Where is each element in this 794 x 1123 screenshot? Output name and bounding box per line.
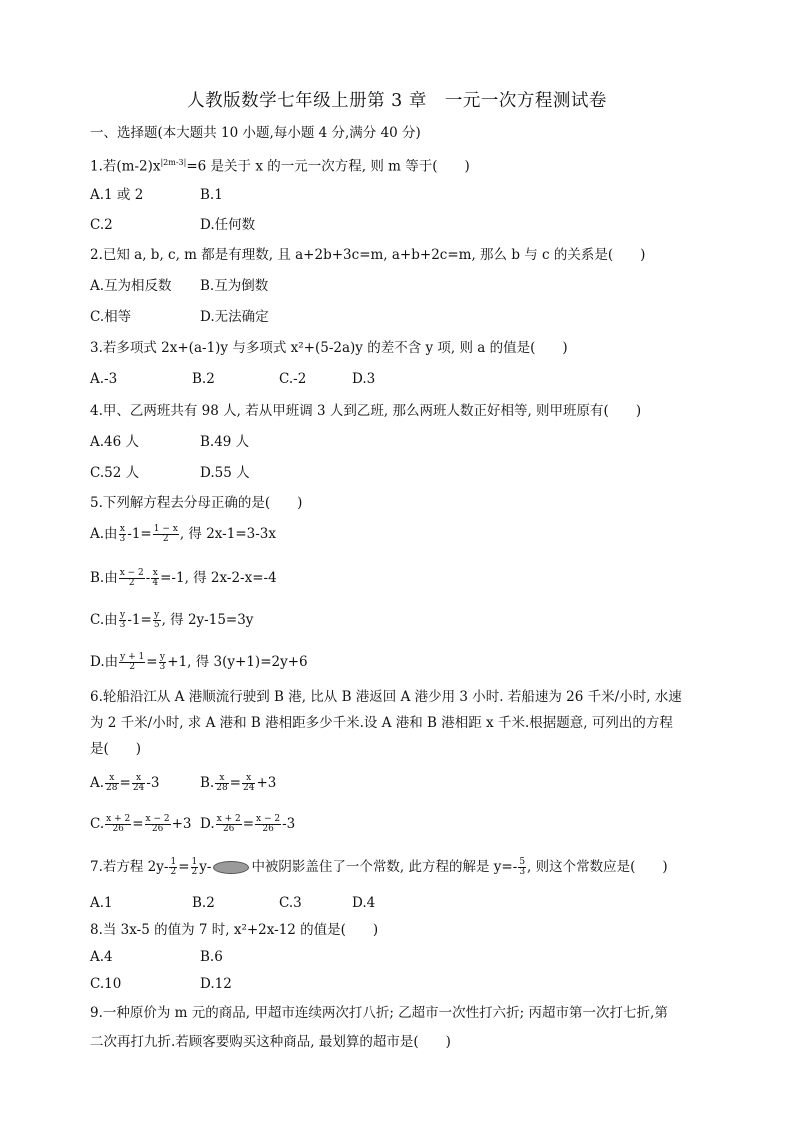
section-heading: 一、选择题(本大题共 10 小题,每小题 4 分,满分 40 分)	[90, 125, 421, 141]
q3-option-d: D.3	[352, 371, 376, 387]
q6-option-c: C. $\frac{x + 2}{26}$ = $\frac{x - 2}{26}$ +3	[90, 814, 192, 834]
question-3-stem: 3.若多项式 2x+(a-1)y 与多项式 x²+(5-2a)y 的差不含 y 项, 则 a 的值是( )	[90, 340, 568, 356]
question-9-line-1: 9.一种原价为 m 元的商品, 甲超市连续两次打八折; 乙超市一次性打六折; 丙超市第一次打七折,第	[90, 1005, 668, 1021]
q8-option-b: B.6	[200, 949, 223, 965]
q6-option-b: B. $\frac{x}{28}$ = $\frac{x}{24}$ +3	[200, 773, 277, 793]
fraction: $\frac{1}{2}$	[191, 857, 198, 877]
fraction: $\frac{x - 2}{2}$	[119, 568, 144, 588]
fraction: $\frac{x + 2}{26}$	[216, 814, 241, 834]
fraction: $\frac{x}{3}$	[119, 524, 126, 544]
question-5-stem: 5.下列解方程去分母正确的是( )	[90, 495, 303, 511]
q7-option-c: C.3	[279, 895, 302, 911]
q5-option-b: B.由 $\frac{x - 2}{2}$ - $\frac{x}{4}$ =-1, 得 2x-2-x=-4	[90, 568, 277, 588]
q7-option-d: D.4	[352, 895, 376, 911]
fraction: $\frac{x}{24}$	[242, 773, 255, 793]
question-8-stem: 8.当 3x-5 的值为 7 时, x²+2x-12 的值是( )	[90, 922, 379, 938]
fraction: $\frac{x}{28}$	[216, 773, 228, 793]
fraction: $\frac{x - 2}{26}$	[145, 814, 170, 834]
fraction: $\frac{y + 1}{2}$	[120, 652, 145, 672]
q4-option-d: D.55 人	[200, 465, 250, 481]
q3-option-b: B.2	[192, 371, 215, 387]
q6-option-d: D. $\frac{x + 2}{26}$ = $\frac{x - 2}{26}$ -3	[200, 814, 296, 834]
q5-option-c: C.由 $\frac{y}{3}$ -1= $\frac{y}{5}$ , 得 2y-15=3y	[90, 610, 254, 630]
q4-option-b: B.49 人	[200, 434, 250, 450]
fraction: $\frac{x - 2}{26}$	[256, 814, 281, 834]
q2-option-b: B.互为倒数	[200, 278, 269, 294]
q1-option-a: A.1 或 2	[90, 187, 144, 203]
question-7-stem: 7.若方程 2y- $\frac{1}{2}$ = $\frac{1}{2}$ y- 中被阴影盖住了一个常数, 此方程的解是 y=- $\frac{5}{3}$ , 则这个常数应是( )	[90, 857, 668, 877]
q2-option-a: A.互为相反数	[90, 278, 172, 294]
q3-option-a: A.-3	[90, 371, 118, 387]
question-6-line-2: 为 2 千米/小时, 求 A 港和 B 港相距多少千米.设 A 港和 B 港相距 x 千米.根据题意, 可列出的方程	[90, 715, 673, 731]
fraction: $\frac{x}{28}$	[106, 773, 118, 793]
q4-option-c: C.52 人	[90, 465, 140, 481]
question-6-line-3: 是( )	[90, 741, 142, 757]
q8-option-d: D.12	[200, 976, 232, 992]
q8-option-a: A.4	[90, 949, 113, 965]
fraction: $\frac{1}{2}$	[170, 857, 177, 877]
fraction: $\frac{1 - x}{2}$	[153, 524, 178, 544]
question-1-stem: 1.若$(m-2)x^{|2m-3|}=6$ 是关于 x 的一元一次方程, 则 m 等于( )	[90, 158, 470, 175]
shaded-blot-icon	[213, 861, 249, 874]
q7-option-a: A.1	[90, 895, 113, 911]
q2-option-c: C.相等	[90, 309, 132, 325]
fraction: $\frac{x}{24}$	[132, 773, 145, 793]
question-6-line-1: 6.轮船沿江从 A 港顺流行驶到 B 港, 比从 B 港返回 A 港少用 3 小时. 若船速为 26 千米/小时, 水速	[90, 689, 682, 705]
fraction: $\frac{5}{3}$	[519, 857, 526, 877]
q5-option-d: D.由 $\frac{y + 1}{2}$ = $\frac{y}{3}$ +1, 得 3(y+1)=2y+6	[90, 652, 308, 672]
question-9-line-2: 二次再打九折.若顾客要购买这种商品, 最划算的超市是( )	[90, 1034, 451, 1050]
q1-option-b: B.1	[200, 187, 223, 203]
q7-option-b: B.2	[192, 895, 215, 911]
q1-option-c: C.2	[90, 217, 113, 233]
q2-option-d: D.无法确定	[200, 309, 269, 325]
question-2-stem: 2.已知 a, b, c, m 都是有理数, 且 a+2b+3c=m, a+b+2c=m, 那么 b 与 c 的关系是( )	[90, 247, 646, 263]
fraction: $\frac{y}{3}$	[119, 610, 126, 630]
fraction: $\frac{x + 2}{26}$	[106, 814, 131, 834]
q5-option-a: A.由 $\frac{x}{3}$ -1= $\frac{1 - x}{2}$ , 得 2x-1=3-3x	[90, 524, 276, 544]
fraction: $\frac{x}{4}$	[152, 568, 159, 588]
q6-option-a: A. $\frac{x}{28}$ = $\frac{x}{24}$ -3	[90, 773, 160, 793]
q8-option-c: C.10	[90, 976, 122, 992]
q4-option-a: A.46 人	[90, 434, 140, 450]
q1-option-d: D.任何数	[200, 217, 256, 233]
fraction: $\frac{y}{5}$	[153, 610, 160, 630]
question-4-stem: 4.甲、乙两班共有 98 人, 若从甲班调 3 人到乙班, 那么两班人数正好相等, 则甲班原有( )	[90, 403, 642, 419]
fraction: $\frac{y}{3}$	[159, 652, 166, 672]
page-title: 人教版数学七年级上册第 3 章 一元一次方程测试卷	[187, 91, 607, 111]
q3-option-c: C.-2	[279, 371, 307, 387]
